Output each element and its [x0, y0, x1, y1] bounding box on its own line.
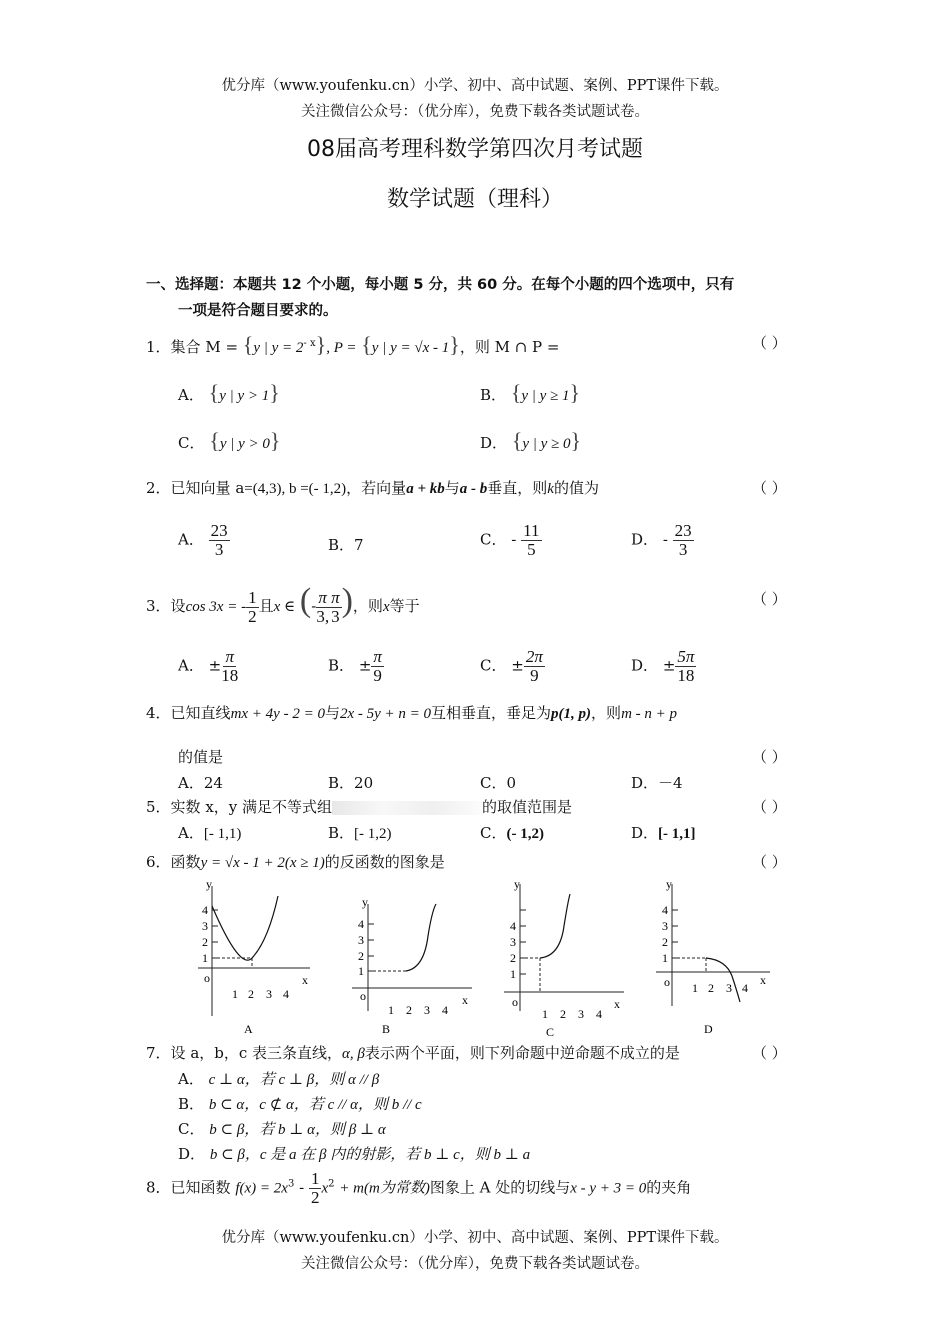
svg-text:y: y	[514, 877, 520, 891]
svg-text:2: 2	[510, 951, 516, 965]
svg-text:4: 4	[662, 903, 668, 917]
q1-set1: y | y = 2	[253, 340, 304, 356]
page-title: 08届高考理科数学第四次月考试题	[307, 137, 643, 162]
svg-text:2: 2	[662, 935, 668, 949]
q1-option-c: C． {y | y > 0}	[178, 428, 281, 453]
svg-text:2: 2	[708, 981, 714, 995]
brace-icon: }	[315, 332, 327, 357]
answer-paren: （ ）	[752, 334, 787, 352]
curve	[706, 958, 740, 1002]
graph-label-c: C	[546, 1025, 555, 1039]
q2-option-a: A． $\frac{23}{3}$	[178, 521, 228, 559]
q3-option-a: A． ± $\frac{\pi}{18}$	[178, 647, 239, 685]
q1-option-a: A． {y | y > 1}	[178, 380, 280, 405]
q3-option-d: D． ± $\frac{5\pi}{18}$	[631, 647, 695, 685]
answer-paren: （ ）	[752, 590, 787, 608]
q5-option-c: C．(- 1,2)	[480, 824, 544, 842]
q5-option-d: D．[- 1,1]	[631, 824, 696, 842]
brace-icon: }	[449, 332, 460, 357]
q4-option-a: A．24	[178, 774, 223, 792]
q2-expr2: a - b	[459, 481, 488, 497]
section-heading: 一、选择题：本题共 12 个小题，每小题 5 分，共 60 分。在每个小题的四个选项中，只有	[146, 277, 735, 293]
svg-text:3: 3	[358, 933, 364, 947]
graph-label-a: A	[244, 1022, 253, 1036]
svg-text:3: 3	[202, 919, 208, 933]
graph-c	[496, 876, 631, 1041]
svg-text:y: y	[666, 877, 672, 891]
svg-text:1: 1	[662, 951, 668, 965]
question-4: 4．已知直线mx + 4y - 2 = 0与2x - 5y + n = 0互相垂直，垂足为p(1, p)，则m - n + p	[146, 704, 678, 722]
answer-paren: （ ）	[752, 479, 787, 497]
svg-text:1: 1	[692, 981, 698, 995]
question-3: 3．设cos 3x = - $\frac{1}{2}$ 且x ∈ (- $\frac{\pi}{3,}$ $\frac{\pi}{3}$ )，则x等于	[146, 582, 420, 626]
header-line-2: 关注微信公众号：（优分库），免费下载各类试题试卷。	[301, 104, 649, 120]
question-7: 7．设 a，b，c 表三条直线，α, β表示两个平面，则下列命题中逆命题不成立的是	[146, 1044, 680, 1062]
q7-option-c: C． b ⊂ β，若 b ⊥ α，则 β ⊥ α	[178, 1120, 386, 1138]
svg-text:2: 2	[406, 1003, 412, 1017]
q1-option-b: B． {y | y ≥ 1}	[480, 380, 581, 405]
svg-text:1: 1	[542, 1007, 548, 1021]
svg-text:3: 3	[266, 987, 272, 1001]
footer-line-2: 关注微信公众号：（优分库），免费下载各类试题试卷。	[301, 1256, 649, 1272]
question-1	[146, 332, 559, 358]
q1-exponent: - x	[303, 338, 316, 349]
section-heading-cont: 一项是符合题目要求的。	[178, 303, 338, 319]
svg-text:x: x	[760, 973, 766, 987]
svg-text:2: 2	[560, 1007, 566, 1021]
svg-text:3: 3	[662, 919, 668, 933]
q7-option-d: D． b ⊂ β，c 是 a 在 β 内的射影，若 b ⊥ c，则 b ⊥ a	[178, 1145, 531, 1163]
answer-paren: （ ）	[752, 798, 787, 816]
q1-mid: , P =	[326, 340, 357, 356]
q2-vectors: =(4,3), b =(- 1,2)	[244, 481, 347, 497]
question-5: 5．实数 x，y 满足不等式组 的取值范围是	[146, 798, 573, 816]
svg-text:o: o	[512, 995, 518, 1009]
svg-text:1: 1	[358, 964, 364, 978]
svg-text:1: 1	[510, 967, 516, 981]
svg-text:2: 2	[358, 949, 364, 963]
svg-text:4: 4	[202, 903, 208, 917]
q7-option-b: B． b ⊂ α，c ⊄ α，若 c // α，则 b // c	[178, 1095, 422, 1113]
svg-text:y: y	[206, 877, 212, 891]
answer-paren: （ ）	[752, 748, 787, 766]
svg-text:3: 3	[510, 935, 516, 949]
graph-b	[344, 876, 479, 1036]
brace-icon: {	[361, 332, 372, 357]
q3-option-c: C． ± $\frac{2\pi}{9}$	[480, 647, 543, 685]
svg-text:x: x	[614, 997, 620, 1011]
q2-option-c: C． - $\frac{11}{5}$	[480, 521, 540, 559]
svg-text:y: y	[362, 895, 368, 909]
answer-paren: （ ）	[752, 853, 787, 871]
question-8: 8．已知函数 $f(x) = 2x^3$ - $\frac{1}{2}$ $x^2 + m(m$为常数)图象上 A 处的切线与x - y + 3 = 0的夹角	[146, 1169, 692, 1207]
q1-lead: 集合 M =	[170, 338, 239, 356]
q3-option-b: B． ± $\frac{\pi}{9}$	[328, 647, 382, 685]
curve	[540, 894, 570, 958]
graph-label-d: D	[704, 1022, 713, 1036]
curve	[406, 904, 436, 971]
q5-option-b: B．[- 1,2)	[328, 824, 392, 842]
svg-text:4: 4	[596, 1007, 602, 1021]
svg-text:o: o	[204, 971, 210, 985]
svg-text:1: 1	[388, 1003, 394, 1017]
question-6: 6．函数y = √x - 1 + 2(x ≥ 1)的反函数的图象是	[146, 853, 445, 871]
graph-label-b: B	[382, 1022, 391, 1036]
q5-obscured-region	[332, 801, 482, 815]
q2-expr1: a + kb	[406, 481, 445, 497]
q1-tail: ，则 M ∩ P =	[459, 338, 560, 356]
curve	[212, 896, 278, 960]
q1-option-d: D． {y | y ≥ 0}	[480, 428, 582, 453]
q4-option-d: D．－4	[631, 774, 683, 792]
header-line-1: 优分库（www.youfenku.cn）小学、初中、高中试题、案例、PPT课件下载。	[221, 78, 729, 94]
svg-text:o: o	[360, 989, 366, 1003]
svg-text:4: 4	[510, 919, 516, 933]
svg-text:3: 3	[726, 981, 732, 995]
page-subtitle: 数学试题（理科）	[386, 187, 563, 212]
svg-text:4: 4	[442, 1003, 448, 1017]
graph-a	[190, 876, 320, 1036]
svg-text:4: 4	[742, 981, 748, 995]
q4-line2: 的值是	[178, 748, 224, 766]
svg-text:2: 2	[202, 935, 208, 949]
answer-paren: （ ）	[752, 1044, 787, 1062]
svg-text:4: 4	[358, 917, 364, 931]
svg-text:4: 4	[283, 987, 289, 1001]
q1-set2: y | y = √x - 1	[371, 340, 450, 356]
svg-text:2: 2	[248, 987, 254, 1001]
brace-icon: {	[242, 332, 254, 357]
q1-number: 1．	[146, 338, 171, 356]
q7-option-a: A． c ⊥ α，若 c ⊥ β，则 α // β	[178, 1070, 380, 1088]
svg-text:3: 3	[578, 1007, 584, 1021]
svg-text:x: x	[462, 993, 468, 1007]
q5-option-a: A．[- 1,1)	[178, 824, 242, 842]
question-2: 2．已知向量 a=(4,3), b =(- 1,2)，若向量a + kb与a - b垂直，则k的值为	[146, 479, 599, 497]
svg-text:o: o	[664, 975, 670, 989]
svg-text:x: x	[302, 973, 308, 987]
graph-d	[648, 876, 783, 1041]
q2-option-d: D． - $\frac{23}{3}$	[631, 521, 692, 559]
q2-option-b: B．7	[328, 536, 364, 554]
svg-text:1: 1	[232, 987, 238, 1001]
footer-line-1: 优分库（www.youfenku.cn）小学、初中、高中试题、案例、PPT课件下载。	[221, 1230, 729, 1246]
svg-text:3: 3	[424, 1003, 430, 1017]
svg-text:1: 1	[202, 951, 208, 965]
q4-option-c: C．0	[480, 774, 517, 792]
q4-option-b: B．20	[328, 774, 374, 792]
